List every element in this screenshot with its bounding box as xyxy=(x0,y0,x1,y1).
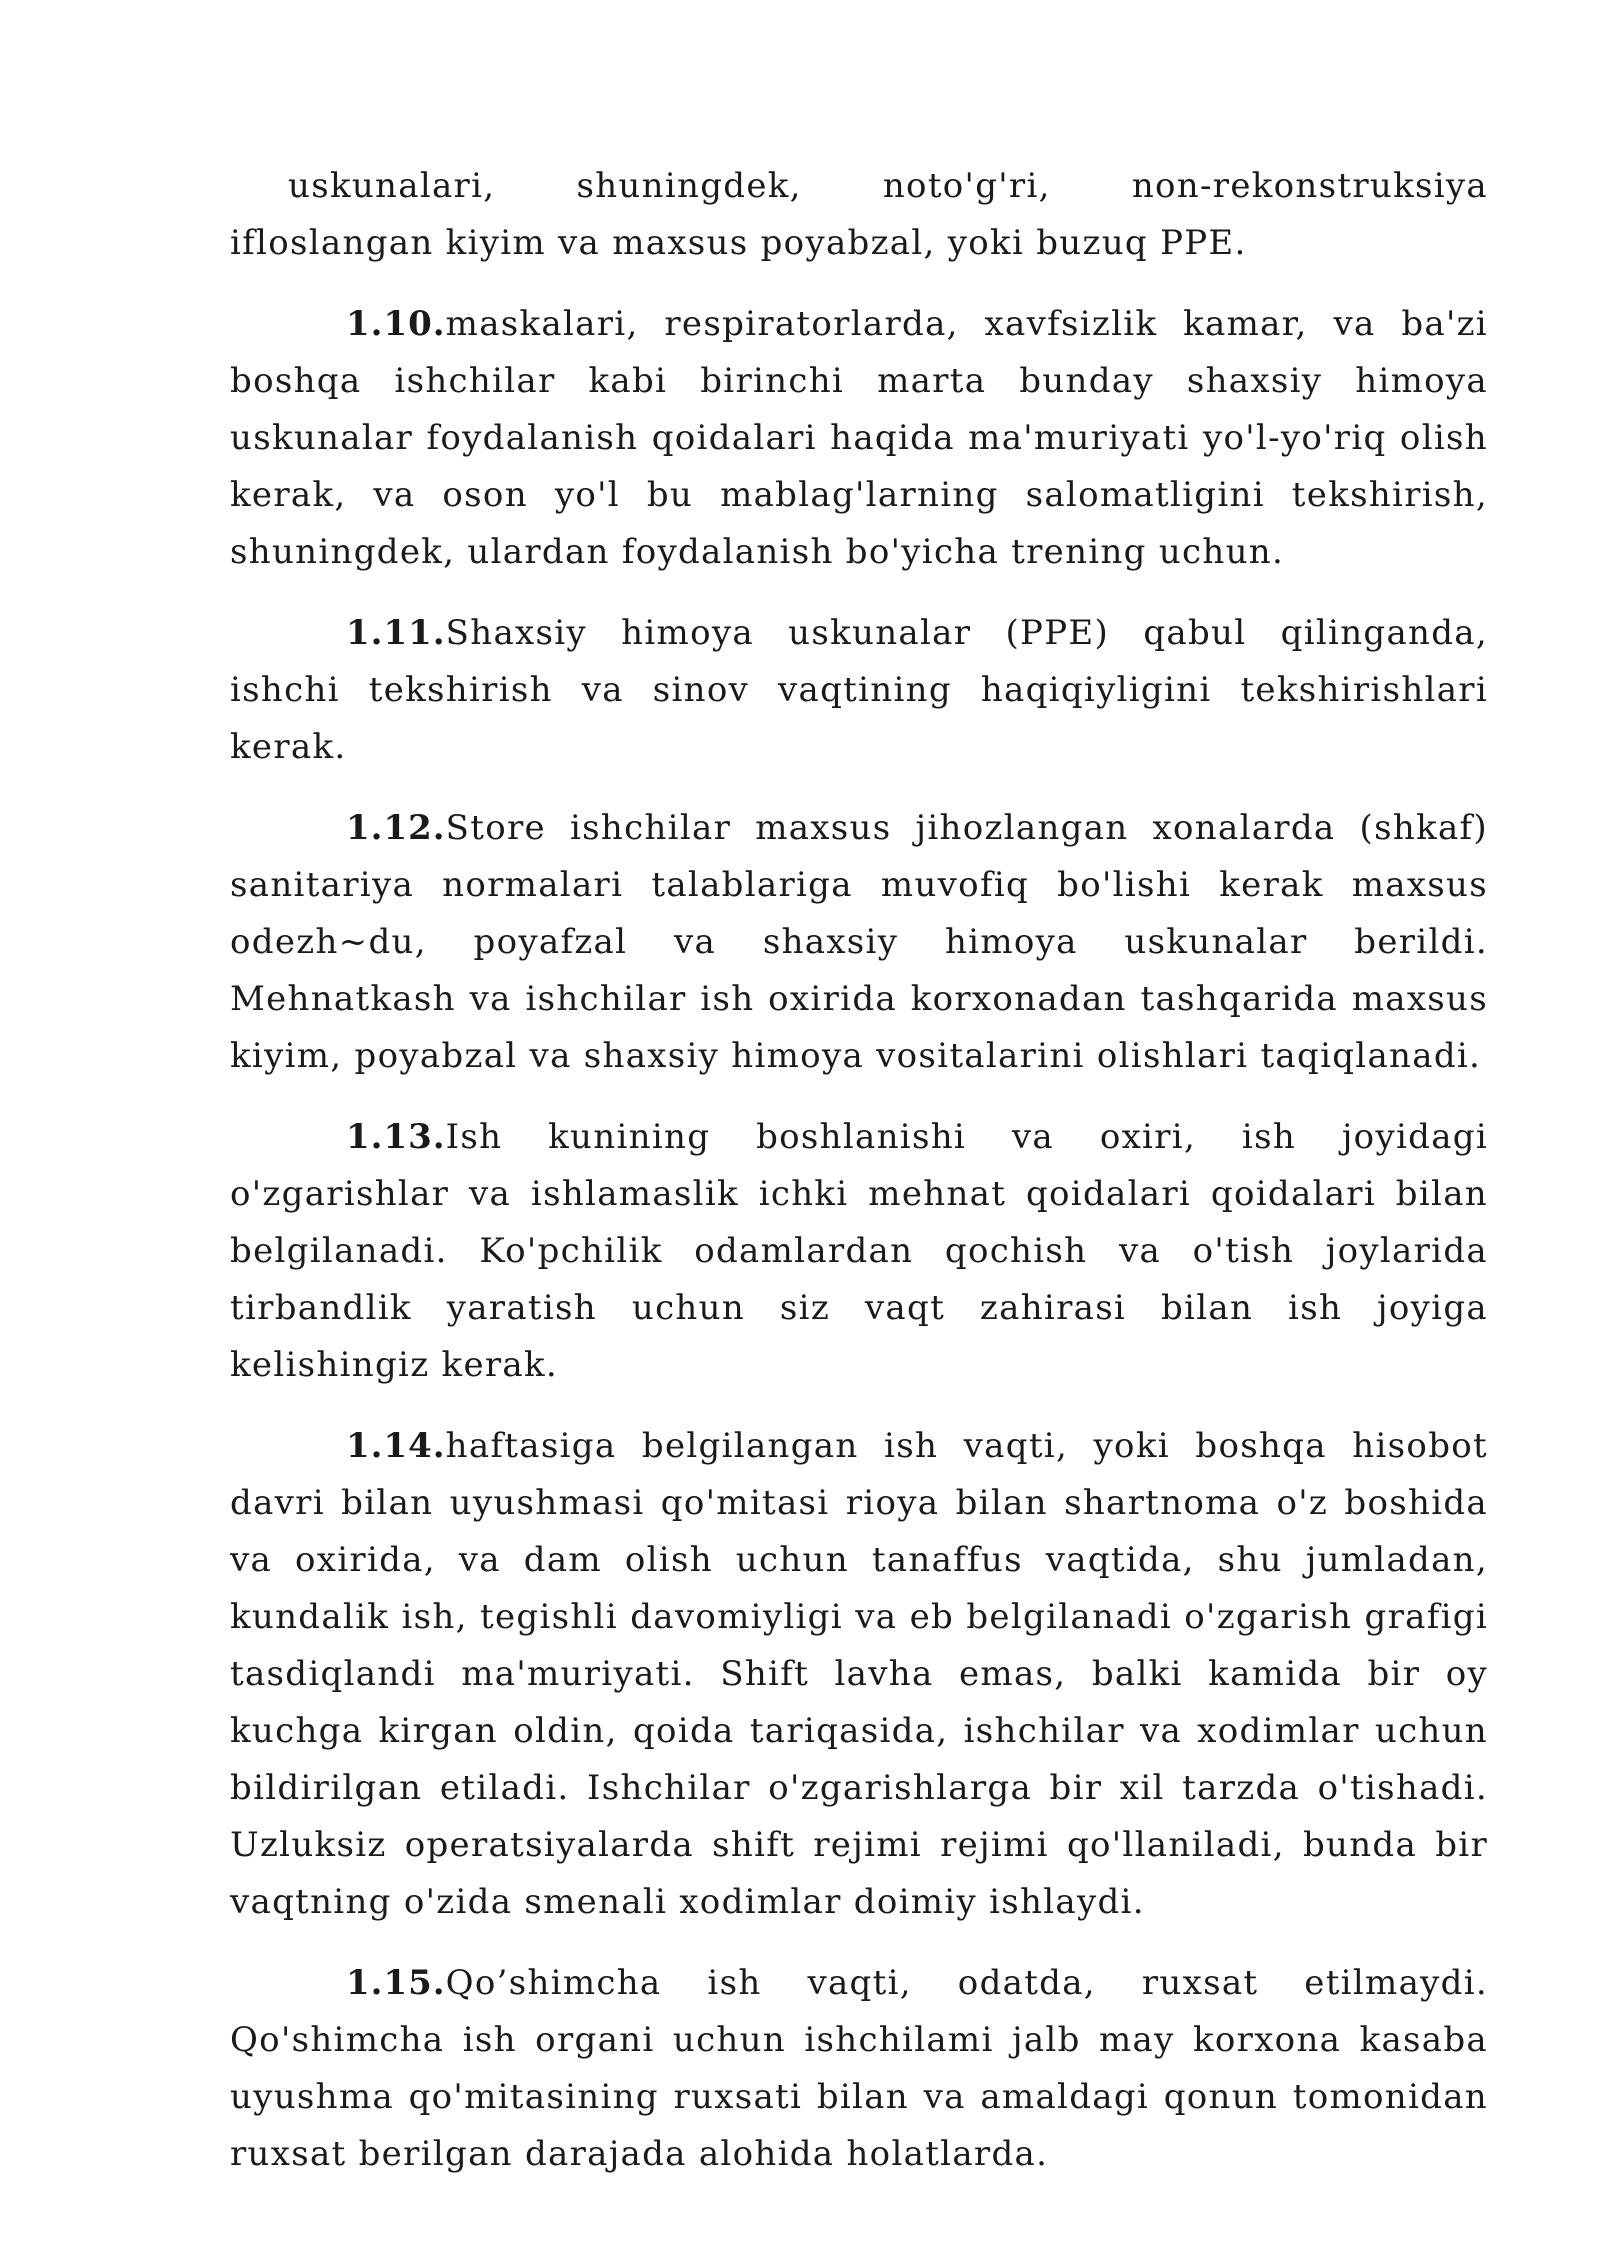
section-text: Ish kunining boshlanishi va oxiri, ish joyidagi o'zgarishlar va ishlamaslik ichki mehnat qoidalari qoidalari bilan belgilanadi. Ko'pchilik odamlardan qochish va o'tish joylarida tirbandlik yaratish uchun siz vaqt zahirasi bilan ish joyiga kelishingiz kerak. xyxy=(230,1117,1488,1385)
section-1-14 xyxy=(230,1418,1488,1931)
section-1-12 xyxy=(230,800,1488,1085)
section-number: 1.11. xyxy=(346,613,446,653)
section-1-10 xyxy=(230,296,1488,581)
intro-paragraph xyxy=(230,158,1488,272)
section-text: maskalari, respiratorlarda, xavfsizlik kamar, va ba'zi boshqa ishchilar kabi birinchi marta bunday shaxsiy himoya uskunalar foydalanish qoidalari haqida ma'muriyati yo'l-yo'riq olish kerak, va oson yo'l bu mablag'larning salomatligini tekshirish, shuningdek, ulardan foydalanish bo'yicha trening uchun. xyxy=(230,304,1488,572)
section-1-13 xyxy=(230,1109,1488,1394)
section-text: haftasiga belgilangan ish vaqti, yoki boshqa hisobot davri bilan uyushmasi qo'mitasi rioya bilan shartnoma o'z boshida va oxirida, va dam olish uchun tanaffus vaqtida, shu jumladan, kundalik ish, tegishli davomiyligi va eb belgilanadi o'zgarish grafigi tasdiqlandi ma'muriyati. Shift lavha emas, balki kamida bir oy kuchga kirgan oldin, qoida tariqasida, ishchilar va xodimlar uchun bildirilgan etiladi. Ishchilar o'zgarishlarga bir xil tarzda o'tishadi. Uzluksiz operatsiyalarda shift rejimi rejimi qo'llaniladi, bunda bir vaqtning o'zida smenali xodimlar doimiy ishlaydi. xyxy=(230,1426,1488,1922)
intro-text: uskunalari, shuningdek, noto'g'ri, non-rekonstruksiya ifloslangan kiyim va maxsus poyabzal, yoki buzuq PPE. xyxy=(230,166,1488,263)
section-number: 1.14. xyxy=(346,1426,446,1466)
section-1-15 xyxy=(230,1955,1488,2183)
section-number: 1.15. xyxy=(346,1963,446,2003)
section-text: Shaxsiy himoya uskunalar (PPE) qabul qilinganda, ishchi tekshirish va sinov vaqtining haqiqiyligini tekshirishlari kerak. xyxy=(230,613,1488,767)
section-number: 1.10. xyxy=(346,304,446,344)
section-number: 1.12. xyxy=(346,808,446,848)
document-page xyxy=(230,158,1488,2207)
section-1-11 xyxy=(230,605,1488,776)
section-text: Qo’shimcha ish vaqti, odatda, ruxsat etilmaydi. Qo'shimcha ish organi uchun ishchilami jalb may korxona kasaba uyushma qo'mitasining ruxsati bilan va amaldagi qonun tomonidan ruxsat berilgan darajada alohida holatlarda. xyxy=(230,1963,1488,2174)
section-number: 1.13. xyxy=(346,1117,446,1157)
section-text: Store ishchilar maxsus jihozlangan xonalarda (shkaf) sanitariya normalari talablariga muvofiq bo'lishi kerak maxsus odezh~du, poyafzal va shaxsiy himoya uskunalar berildi. Mehnatkash va ishchilar ish oxirida korxonadan tashqarida maxsus kiyim, poyabzal va shaxsiy himoya vositalarini olishlari taqiqlanadi. xyxy=(230,808,1488,1076)
